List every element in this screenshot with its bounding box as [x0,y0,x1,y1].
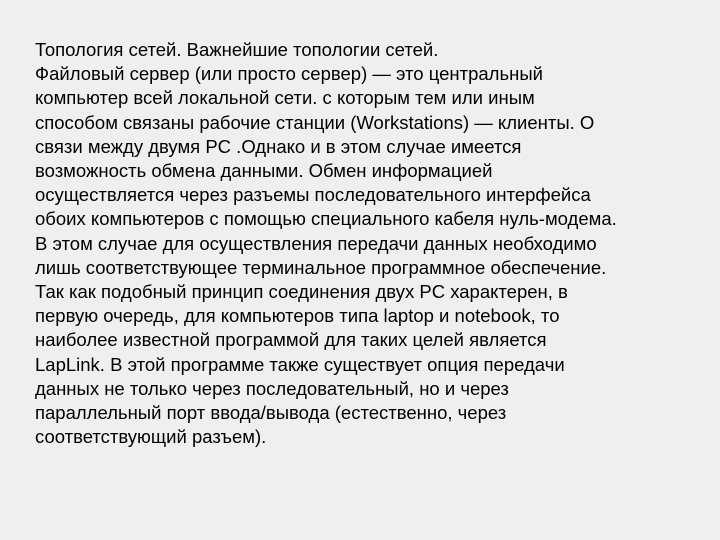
text-line: лишь соответствующее терминальное программное обеспечение. [35,256,607,278]
text-line: первую очередь, для компьютеров типа laptop и notebook, то [35,305,560,327]
text-line: соответствующий разъем). [35,426,267,448]
text-line: возможность обмена данными. Обмен информацией [35,160,493,182]
text-line: Топология сетей. Важнейшие топологии сетей. [35,39,439,60]
text-line: данных не только через последовательный, но и через [35,377,509,399]
text-line: В этом случае для осуществления передачи данных необходимо [35,232,597,254]
text-line: связи между двумя PC .Однако и в этом случае имеется [35,135,522,157]
text-line: LapLink. В этой программе также существует опция передачи [35,353,565,375]
text-line: параллельный порт ввода/вывода (естественно, через [35,402,507,424]
text-line: Так как подобный принцип соединения двух PC характерен, в [35,281,568,303]
text-line: компьютер всей локальной сети. с которым тем или иным [35,87,535,109]
text-line: обоих компьютеров с помощью специального кабеля нуль-модема. [35,208,617,230]
text-line: способом связаны рабочие станции (Workstations) — клиенты. О [35,111,595,133]
text-line: Файловый сервер (или просто сервер) — это центральный [35,63,543,85]
document-text-block [35,38,695,449]
text-line: осуществляется через разъемы последовательного интерфейса [35,184,591,206]
text-line: наиболее известной программой для таких целей является [35,329,547,351]
